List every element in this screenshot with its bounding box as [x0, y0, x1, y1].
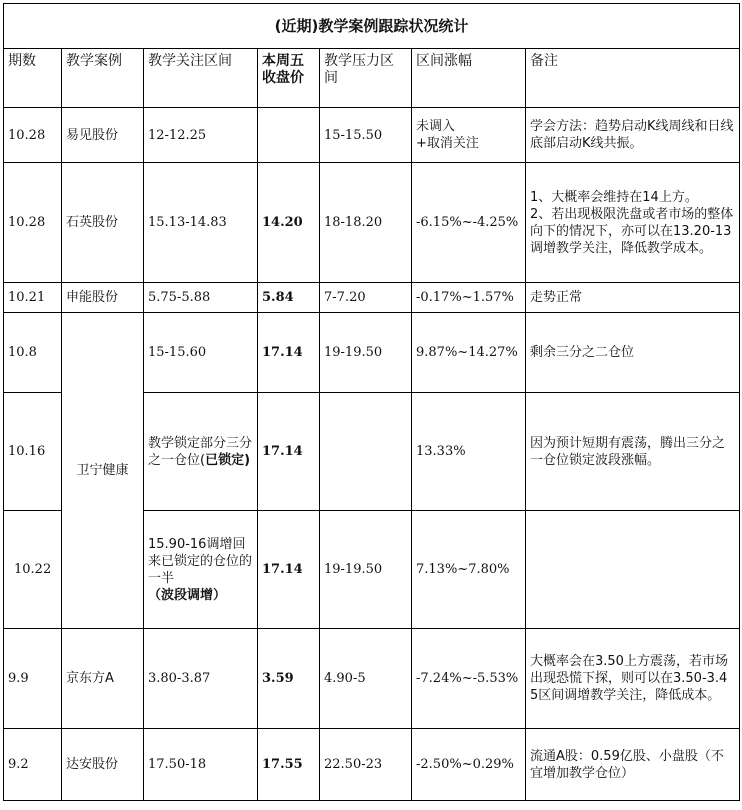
note-cell: 大概率会在3.50上方震荡，若市场出现恐慌下探，则可以在3.50-3.45区间调增教学关注，降低成本。: [526, 629, 740, 729]
range-gain-cell: -7.24%~-5.53%: [412, 629, 526, 729]
case-cell: 卫宁健康: [62, 313, 144, 629]
range-gain-cell: 9.87%~14.27%: [412, 313, 526, 393]
table-row: [4, 108, 740, 163]
pressure-range-cell: 19-19.50: [320, 313, 412, 393]
close-price-cell: 17.14: [258, 313, 320, 393]
case-cell: 达安股份: [62, 729, 144, 801]
period-cell: 10.8: [4, 313, 62, 393]
table-row: [4, 313, 740, 393]
period-cell: 10.16: [4, 393, 62, 511]
focus-range-cell: 12-12.25: [144, 108, 258, 163]
col-header-friday-close: 本周五收盘价: [258, 49, 320, 108]
col-header-case: 教学案例: [62, 49, 144, 108]
focus-range-locked-tag: 已锁定): [205, 452, 251, 468]
period-cell: 10.21: [4, 283, 62, 313]
table-row: [4, 729, 740, 801]
focus-range-cell: 3.80-3.87: [144, 629, 258, 729]
range-gain-cell: -2.50%~0.29%: [412, 729, 526, 801]
pressure-range-cell: 19-19.50: [320, 511, 412, 629]
gain-line: 未调入: [416, 119, 456, 134]
gain-line: +取消关注: [416, 136, 479, 151]
note-line: 2、若出现极限洗盘或者市场的整体向下的情况下，亦可以在13.20-13调增教学关注，降低教学成本。: [530, 206, 734, 256]
note-cell: 走势正常: [526, 283, 740, 313]
header-row: [4, 49, 740, 108]
case-cell: 易见股份: [62, 108, 144, 163]
range-gain-cell: -6.15%~-4.25%: [412, 163, 526, 283]
focus-range-cell: [144, 393, 258, 511]
close-price-cell: 3.59: [258, 629, 320, 729]
pressure-range-cell: 18-18.20: [320, 163, 412, 283]
focus-range-text: 教学锁定部分三分之一仓位(: [148, 435, 253, 468]
range-gain-cell: [412, 108, 526, 163]
pressure-range-cell: 4.90-5: [320, 629, 412, 729]
focus-range-text: 15.90-16调增回来已锁定的仓位的一半: [148, 536, 253, 586]
focus-range-adjust-tag: （波段调增）: [148, 587, 227, 603]
range-gain-cell: -0.17%~1.57%: [412, 283, 526, 313]
note-cell: [526, 511, 740, 629]
note-cell: 学会方法：趋势启动K线周线和日线底部启动K线共振。: [526, 108, 740, 163]
close-price-cell: 17.55: [258, 729, 320, 801]
col-header-period: 期数: [4, 49, 62, 108]
note-cell: 剩余三分之二仓位: [526, 313, 740, 393]
col-header-pressure-range: 教学压力区间: [320, 49, 412, 108]
table-row: [4, 163, 740, 283]
focus-range-cell: 5.75-5.88: [144, 283, 258, 313]
pressure-range-cell: 7-7.20: [320, 283, 412, 313]
period-cell: 9.2: [4, 729, 62, 801]
col-header-note: 备注: [526, 49, 740, 108]
period-cell: 9.9: [4, 629, 62, 729]
pressure-range-cell: [320, 393, 412, 511]
close-price-cell: [258, 108, 320, 163]
case-cell: 申能股份: [62, 283, 144, 313]
close-price-cell: 17.14: [258, 393, 320, 511]
note-cell: 因为预计短期有震荡，腾出三分之一仓位锁定波段涨幅。: [526, 393, 740, 511]
note-line: 1、大概率会维持在14上方。: [530, 189, 698, 205]
case-tracking-table: [3, 3, 740, 801]
range-gain-cell: 13.33%: [412, 393, 526, 511]
table-row: [4, 283, 740, 313]
col-header-range-gain: 区间涨幅: [412, 49, 526, 108]
focus-range-cell: 15.13-14.83: [144, 163, 258, 283]
close-price-cell: 17.14: [258, 511, 320, 629]
close-price-cell: 5.84: [258, 283, 320, 313]
range-gain-cell: 7.13%~7.80%: [412, 511, 526, 629]
note-cell: 流通A股：0.59亿股、小盘股（不宜增加教学仓位）: [526, 729, 740, 801]
pressure-range-cell: 15-15.50: [320, 108, 412, 163]
case-cell: 石英股份: [62, 163, 144, 283]
focus-range-cell: 17.50-18: [144, 729, 258, 801]
period-cell: 10.22: [4, 511, 62, 629]
focus-range-cell: 15-15.60: [144, 313, 258, 393]
close-price-cell: 14.20: [258, 163, 320, 283]
focus-range-cell: [144, 511, 258, 629]
pressure-range-cell: 22.50-23: [320, 729, 412, 801]
period-cell: 10.28: [4, 108, 62, 163]
col-header-focus-range: 教学关注区间: [144, 49, 258, 108]
table-title: (近期)教学案例跟踪状况统计: [4, 4, 740, 49]
table-row: [4, 629, 740, 729]
period-cell: 10.28: [4, 163, 62, 283]
note-cell: [526, 163, 740, 283]
case-cell: 京东方A: [62, 629, 144, 729]
